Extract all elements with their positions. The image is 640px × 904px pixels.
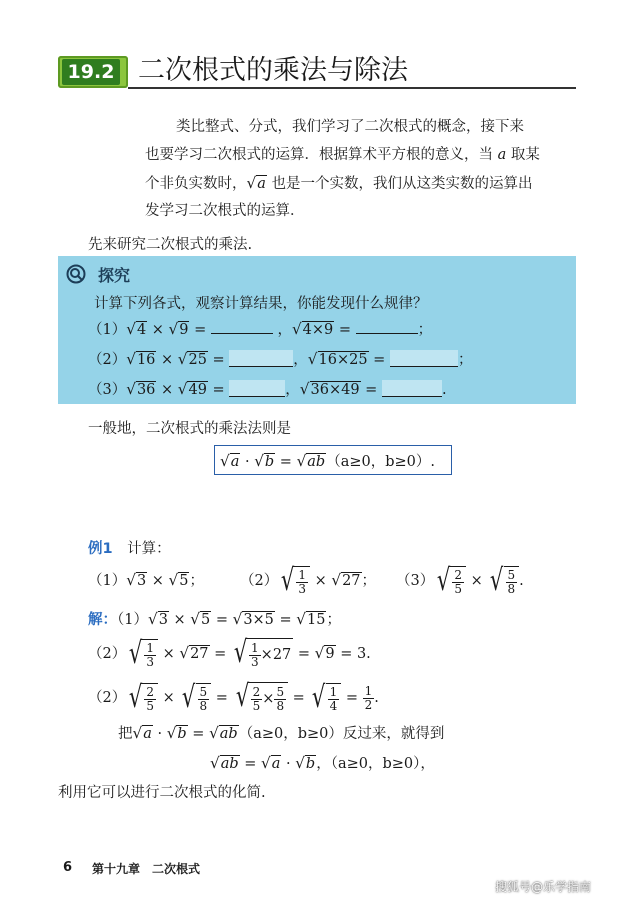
explore-icon bbox=[66, 264, 86, 284]
answer-blank[interactable] bbox=[229, 380, 285, 397]
explore-item-2: （2）√16 × √25 = ，√16×25 = ； bbox=[88, 350, 473, 368]
intro-line-4: 发学习二次根式的运算． bbox=[145, 203, 305, 219]
intro-line-1: 类比整式、分式，我们学习了二次根式的概念，接下来 bbox=[176, 119, 524, 135]
solution-part-2: （2） √ $\frac{1}{3}$ × √27 = √ $\frac{1}{3}$ × 27 = √9 = 3. bbox=[88, 635, 371, 671]
explore-item-3: （3）√36 × √49 = ，√36×49 = . bbox=[88, 380, 447, 398]
general-text: 一般地，二次根式的乘法法则是 bbox=[88, 421, 291, 437]
section-title: 二次根式的乘法与除法 bbox=[138, 55, 408, 86]
answer-blank[interactable] bbox=[211, 319, 273, 334]
answer-blank[interactable] bbox=[356, 319, 418, 334]
explore-label: 探究 bbox=[98, 266, 131, 285]
first-study-text: 先来研究二次根式的乘法. bbox=[88, 237, 253, 253]
multiplication-rule: √a · √b = √ab（a≥0，b≥0）. bbox=[220, 452, 435, 470]
watermark: 搜狐号@乐学指南 bbox=[495, 880, 592, 894]
sqrt-a: √a bbox=[246, 174, 266, 192]
answer-blank[interactable] bbox=[390, 350, 458, 367]
reverse-text: 把√a · √b = √ab（a≥0，b≥0）反过来，就得到 bbox=[118, 724, 445, 742]
chapter-title: 第十九章 二次根式 bbox=[92, 862, 201, 876]
explore-item-1: （1）√4 × √9 = ，√4×9 = ； bbox=[88, 320, 433, 338]
intro-line-3: 个非负实数时，√a 也是一个实数，我们从这类实数的运算出 bbox=[145, 172, 532, 195]
section-number: 19.2 bbox=[62, 59, 120, 85]
example-part-1: （1）√3 × √5； bbox=[88, 571, 204, 589]
example-part-2: （2） √ $\frac{1}{3}$ × √27； bbox=[240, 563, 377, 598]
explore-prompt: 计算下列各式，观察计算结果，你能发现什么规律？ bbox=[94, 296, 428, 312]
reverse-rule: √ab = √a · √b，（a≥0，b≥0）， bbox=[210, 754, 435, 772]
example-part-3: （3） √ $\frac{2}{5}$ × √ $\frac{5}{8}$ . bbox=[396, 563, 524, 598]
solution-part-1: 解：（1）√3 × √5 = √3×5 = √15； bbox=[88, 610, 341, 628]
solution-part-3: （2） √ $\frac{2}{5}$ × √ $\frac{5}{8}$ = √ $\frac{2}{5}$ × $\frac{5}{8}$ = √ $\frac{1}{4}$ = $\frac{1}{2}$ . bbox=[88, 679, 379, 715]
example-heading: 例1 计算： bbox=[88, 541, 171, 557]
closing-text: 利用它可以进行二次根式的化简. bbox=[58, 785, 266, 801]
answer-blank[interactable] bbox=[382, 380, 442, 397]
intro-line-2: 也要学习二次根式的运算．根据算术平方根的意义，当 a 取某 bbox=[145, 147, 540, 163]
page-number: 6 bbox=[63, 860, 73, 875]
section-rule bbox=[128, 87, 576, 89]
answer-blank[interactable] bbox=[229, 350, 293, 367]
